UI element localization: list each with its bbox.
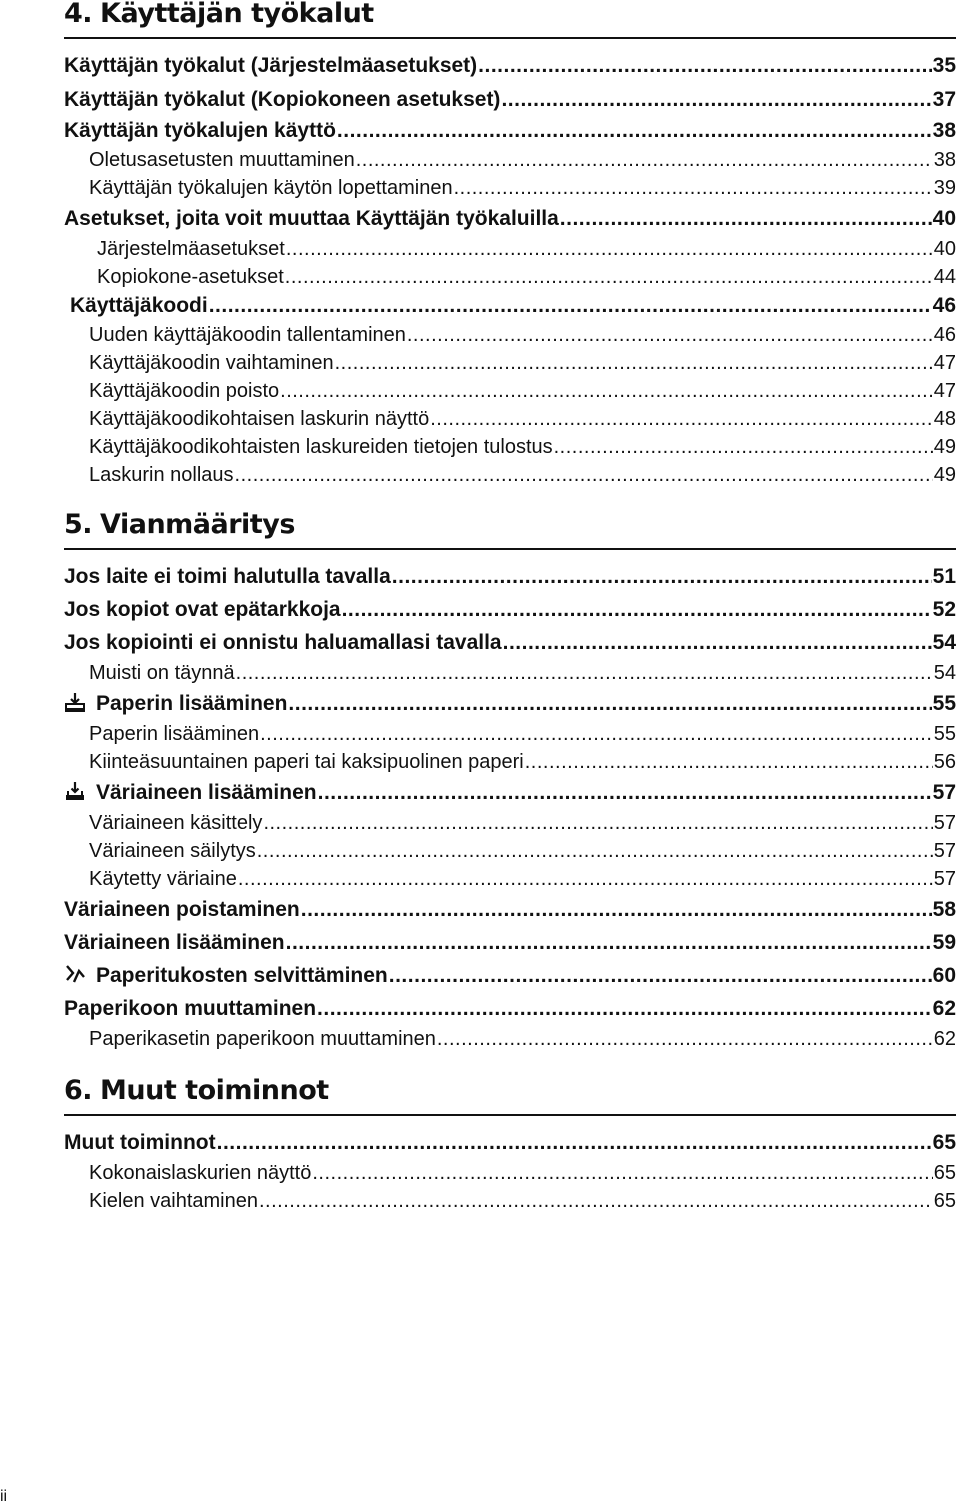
- chapter-heading: [64, 0, 956, 39]
- dot-leader: [454, 174, 933, 202]
- toc-entry-page: 58: [932, 898, 956, 921]
- dot-leader: [392, 560, 932, 593]
- toc-entry[interactable]: [64, 959, 956, 992]
- toc-entry-title: Käyttäjäkoodikohtaisten laskureiden tietojen tulostus: [89, 436, 553, 458]
- dot-leader: [318, 776, 932, 809]
- dot-leader: [335, 349, 933, 377]
- toc-entry-page: 65: [933, 1190, 956, 1212]
- toc-entry[interactable]: [64, 926, 956, 959]
- dot-leader: [280, 377, 933, 405]
- toc-entry-title: Väriaineen poistaminen: [64, 898, 300, 921]
- toc-entry-page: 65: [932, 1131, 956, 1154]
- toc-entry-page: 57: [932, 781, 956, 804]
- toc-entry-page: 59: [932, 931, 956, 954]
- dot-leader: [501, 83, 931, 116]
- toc-entry-title: Jos laite ei toimi halutulla tavalla: [64, 565, 391, 588]
- toc-entry[interactable]: [64, 291, 956, 321]
- toner-icon: [64, 780, 86, 802]
- toc-entry[interactable]: [64, 560, 956, 593]
- dot-leader: [286, 235, 933, 263]
- dot-leader: [209, 291, 932, 321]
- toc-entry-title: [64, 687, 287, 720]
- dot-leader: [238, 865, 933, 893]
- toc-entry-title: [64, 776, 317, 809]
- toc-entry-title: Käyttäjäkoodin vaihtaminen: [89, 352, 334, 374]
- toc-entry-title: Laskurin nollaus: [89, 464, 234, 486]
- toc-entry-title: Oletusasetusten muuttaminen: [89, 149, 355, 171]
- dot-leader: [356, 146, 933, 174]
- toc-entry-page: 49: [933, 464, 956, 486]
- toc-entry-title: Paperin lisääminen: [89, 723, 260, 745]
- toc-entry-page: 60: [932, 964, 956, 987]
- toc-entry[interactable]: [64, 992, 956, 1025]
- dot-leader: [285, 263, 933, 291]
- dot-leader: [389, 959, 932, 992]
- toc-entry[interactable]: [64, 626, 956, 659]
- toc-entry-page: 46: [932, 294, 956, 317]
- chapter-number: 6.: [64, 1075, 93, 1106]
- toc-entry-title: Jos kopiot ovat epätarkkoja: [64, 598, 341, 621]
- chapter-number: 4.: [64, 0, 93, 29]
- toc-list: [64, 560, 956, 1053]
- toc-subentry[interactable]: [64, 837, 956, 865]
- toc-entry-title: Paperikasetin paperikoon muuttaminen: [89, 1028, 436, 1050]
- dot-leader: [235, 461, 933, 489]
- dot-leader: [286, 926, 932, 959]
- toc-entry-text: Paperitukosten selvittäminen: [96, 964, 388, 987]
- toc-entry-title: Kiinteäsuuntainen paperi tai kaksipuolinen paperi: [89, 751, 524, 773]
- toc-entry-title: Paperikoon muuttaminen: [64, 997, 317, 1020]
- toc-subentry[interactable]: [64, 349, 956, 377]
- dot-leader: [263, 809, 932, 837]
- toc-entry-page: 38: [932, 119, 956, 142]
- toc-entry[interactable]: [64, 893, 956, 926]
- toc-entry-page: 56: [933, 751, 956, 773]
- toc-entry-page: 39: [933, 177, 956, 199]
- chapter-number: 5.: [64, 509, 93, 540]
- toc-entry-page: 47: [933, 380, 956, 402]
- toc-entry-page: 44: [933, 266, 956, 288]
- toc-entry[interactable]: [64, 776, 956, 809]
- toc-entry-title: Kokonaislaskurien näyttö: [89, 1162, 312, 1184]
- toc-entry-page: 49: [933, 436, 956, 458]
- toc-entry-page: 51: [932, 565, 956, 588]
- toc-entry-title: Uuden käyttäjäkoodin tallentaminen: [89, 324, 406, 346]
- dot-leader: [407, 321, 933, 349]
- dot-leader: [236, 659, 933, 687]
- toc-entry-page: 48: [933, 408, 956, 430]
- dot-leader: [257, 837, 933, 865]
- dot-leader: [503, 626, 932, 659]
- toc-entry-text: Väriaineen lisääminen: [96, 781, 317, 804]
- toc-subentry[interactable]: [64, 1025, 956, 1053]
- dot-leader: [437, 1025, 933, 1053]
- dot-leader: [217, 1126, 932, 1159]
- toc-subentry[interactable]: [64, 1159, 956, 1187]
- toc-entry-page: 40: [932, 207, 956, 230]
- toc-entry-title: Väriaineen lisääminen: [64, 931, 285, 954]
- toc-entry-title: Käyttäjän työkalujen käyttö: [64, 119, 336, 142]
- toc-subentry[interactable]: [64, 146, 956, 174]
- dot-leader: [288, 687, 931, 720]
- toc-entry-page: 52: [932, 598, 956, 621]
- toc-entry-text: Paperin lisääminen: [96, 692, 288, 715]
- toc-entry-title: [64, 959, 388, 992]
- toc-subentry[interactable]: [64, 748, 956, 776]
- toc-subentry[interactable]: [64, 461, 956, 489]
- toc-entry-page: 37: [932, 88, 956, 111]
- chapter-title: Vianmääritys: [100, 509, 295, 540]
- toc-entry-title: Käyttäjäkoodin poisto: [89, 380, 280, 402]
- chapter-6: [64, 1074, 956, 1215]
- toc-entry-title: Käyttäjän työkalut (Kopiokoneen asetukset): [64, 88, 501, 111]
- toc-entry[interactable]: [64, 1126, 956, 1159]
- toc-entry-page: 38: [933, 149, 956, 171]
- dot-leader: [560, 202, 932, 235]
- toc-entry-page: 57: [933, 840, 956, 862]
- dot-leader: [525, 748, 933, 776]
- dot-leader: [342, 593, 932, 626]
- toc-list: [64, 49, 956, 489]
- chapter-4: [64, 0, 956, 489]
- toc-subentry[interactable]: [64, 659, 956, 687]
- toc-entry[interactable]: [64, 687, 956, 720]
- toc-list: [64, 1126, 956, 1215]
- dot-leader: [478, 49, 931, 83]
- toc-entry-title: Muisti on täynnä: [89, 662, 235, 684]
- toc-entry-page: 55: [932, 692, 956, 715]
- toc-entry[interactable]: [64, 83, 956, 116]
- chapter-title: Muut toiminnot: [100, 1075, 329, 1106]
- paper-tray-icon: [64, 691, 86, 713]
- toc-entry[interactable]: [64, 116, 956, 146]
- toc-entry-title: Muut toiminnot: [64, 1131, 216, 1154]
- toc-entry-page: 55: [933, 723, 956, 745]
- toc-entry-page: 57: [933, 812, 956, 834]
- toc-entry-page: 46: [933, 324, 956, 346]
- page-number: ii: [0, 1488, 8, 1505]
- toc-entry[interactable]: [64, 202, 956, 235]
- toc-entry-title: Kielen vaihtaminen: [89, 1190, 258, 1212]
- toc-entry-title: Väriaineen säilytys: [89, 840, 256, 862]
- toc-subentry[interactable]: [64, 174, 956, 202]
- toc-entry-page: 35: [932, 54, 956, 77]
- chapter-title: Käyttäjän työkalut: [100, 0, 374, 29]
- toc-entry-title: Jos kopiointi ei onnistu haluamallasi tavalla: [64, 631, 502, 654]
- toc-subentry[interactable]: [64, 321, 956, 349]
- toc-subentry[interactable]: [64, 405, 956, 433]
- dot-leader: [317, 992, 932, 1025]
- toc-entry-title: Käyttäjän työkalut (Järjestelmäasetukset): [64, 54, 478, 77]
- toc-entry-page: 54: [933, 662, 956, 684]
- toc-entry-title: Väriaineen käsittely: [89, 812, 263, 834]
- chapter-heading: [64, 1074, 956, 1116]
- toc-entry-page: 47: [933, 352, 956, 374]
- toc-subentry[interactable]: [64, 1187, 956, 1215]
- dot-leader: [259, 1187, 933, 1215]
- toc-entry-title: Kopiokone-asetukset: [97, 266, 284, 288]
- dot-leader: [337, 116, 932, 146]
- toc-entry-page: 62: [933, 1028, 956, 1050]
- toc-entry-page: 54: [932, 631, 956, 654]
- misfeed-icon: [64, 963, 86, 985]
- dot-leader: [260, 720, 933, 748]
- dot-leader: [554, 433, 933, 461]
- toc-subentry[interactable]: [64, 235, 956, 263]
- toc-entry-title: Asetukset, joita voit muuttaa Käyttäjän työkaluilla: [64, 207, 559, 230]
- dot-leader: [312, 1159, 932, 1187]
- toc-entry-title: Järjestelmäasetukset: [97, 238, 285, 260]
- dot-leader: [301, 893, 932, 926]
- toc-subentry[interactable]: [64, 433, 956, 461]
- toc-subentry[interactable]: [64, 720, 956, 748]
- chapter-5: [64, 508, 956, 1053]
- toc-subentry[interactable]: [64, 809, 956, 837]
- toc-entry-page: 57: [933, 868, 956, 890]
- chapter-heading: [64, 508, 956, 550]
- toc-subentry[interactable]: [64, 263, 956, 291]
- toc-entry[interactable]: [64, 49, 956, 83]
- toc-entry-page: 40: [933, 238, 956, 260]
- toc-entry-page: 65: [933, 1162, 956, 1184]
- toc-entry[interactable]: [64, 593, 956, 626]
- toc-subentry[interactable]: [64, 865, 956, 893]
- toc-entry-title: Käytetty väriaine: [89, 868, 237, 890]
- toc-entry-title: Käyttäjäkoodi: [70, 294, 208, 317]
- toc-entry-title: Käyttäjäkoodikohtaisen laskurin näyttö: [89, 408, 430, 430]
- toc-entry-page: 62: [932, 997, 956, 1020]
- toc-entry-title: Käyttäjän työkalujen käytön lopettaminen: [89, 177, 453, 199]
- toc-subentry[interactable]: [64, 377, 956, 405]
- dot-leader: [430, 405, 933, 433]
